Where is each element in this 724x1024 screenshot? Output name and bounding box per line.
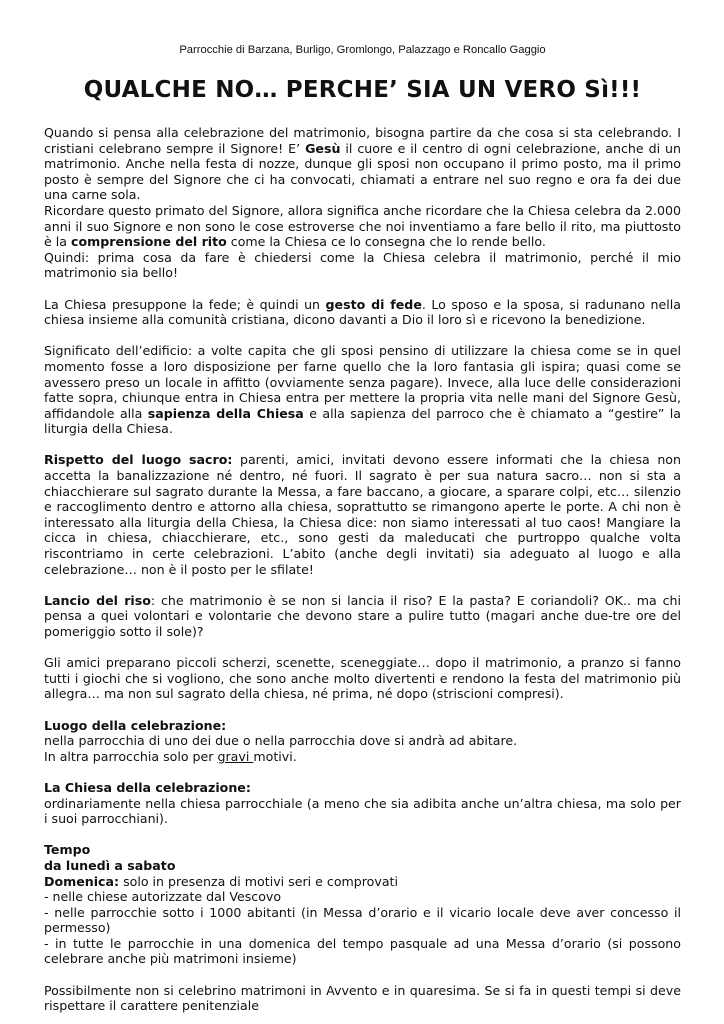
luogo-underlined-gravi: gravi [217, 748, 254, 764]
intro-bold-gesu: Gesù [305, 140, 341, 156]
parish-header: Parrocchie di Barzana, Burligo, Gromlongo, Palazzago e Roncallo Gaggio [179, 44, 546, 56]
intro-text-3: Ricordare questo primato del Signore, allora significa anche ricordare che la Chiesa celebra da 2.000 anni il suo Signore e non sono le cose estroverse che noi inventiamo a fare bello il rito, ma piuttosto è la [44, 202, 681, 250]
edificio-text-2: e alla sapienza del parroco che è chiamato a “gestire” la liturgia della Chiesa. [44, 405, 681, 437]
chiesa-text: ordinariamente nella chiesa parrocchiale (a meno che sia adibita anche un’altra chiesa, ma solo per i suoi parrocchiani). [44, 795, 681, 827]
page-title: QUALCHE NO… PERCHE’ SIA UN VERO Sì!!! [83, 77, 642, 103]
luogo-line-1: nella parrocchia di uno dei due o nella parrocchia dove si andrà ad abitare. [44, 733, 518, 749]
document-body [44, 125, 681, 1014]
intro-text-5: Quindi: prima cosa da fare è chiedersi come la Chiesa celebra il matrimonio, perché il mio matrimonio sia bello! [44, 249, 681, 281]
edificio-paragraph [44, 343, 681, 437]
chiesa-section [44, 780, 681, 827]
domenica-label: Domenica: [44, 873, 120, 889]
edificio-bold: sapienza della Chiesa [147, 405, 304, 421]
fede-paragraph [44, 297, 681, 328]
tempo-item-3: - in tutte le parrocchie in una domenica del tempo pasquale ad una Messa d’orario (si possono celebrare anche più matrimoni insieme) [44, 935, 681, 967]
rispetto-heading: Rispetto del luogo sacro: [44, 452, 233, 468]
avvento-paragraph: Possibilmente non si celebrino matrimoni in Avvento e in quaresima. Se si fa in questi tempi si deve rispettare il carattere penitenziale [44, 982, 681, 1014]
tempo-heading: Tempo [44, 842, 91, 858]
riso-heading: Lancio del riso [44, 592, 151, 608]
tempo-section [44, 842, 681, 967]
luogo-section [44, 718, 681, 765]
domenica-text: solo in presenza di motivi seri e comprovati [119, 873, 398, 889]
intro-text-2: il cuore e il centro di ogni celebrazione, anche di un matrimonio. Anche nella festa di nozze, dunque gli sposi non occupano il primo posto, ma il primo posto è sempre del Signore che ci ha convocati, chiamati a entrare nel suo regno e ora fa dei due una carne sola. [44, 140, 681, 203]
fede-bold: gesto di fede [325, 296, 422, 312]
fede-text-1: La Chiesa presuppone la fede; è quindi un [44, 296, 326, 312]
tempo-subheading: da lunedì a sabato [44, 857, 176, 873]
chiesa-heading: La Chiesa della celebrazione: [44, 779, 251, 795]
tempo-item-1: - nelle chiese autorizzate dal Vescovo [44, 889, 282, 905]
fede-text-2: . Lo sposo e la sposa, si radunano nella chiesa insieme alla comunità cristiana, dicono davanti a Dio il loro sì e ricevono la benedizione. [44, 296, 681, 328]
intro-bold-rito: comprensione del rito [70, 234, 227, 250]
rispetto-text: parenti, amici, invitati devono essere informati che la chiesa non accetta la banalizzazione né dentro, né fuori. Il sagrato è per sua natura sacro… non si sta a chiacchierare sul sagrato durante la Messa, a fare baccano, a giocare, a sparare colpi, etc… silenzio e raccoglimento dentro e attorno alla chiesa, soprattutto se rimangono aperte le porte. A chi non è interessato alla liturgia della Chiesa, la Chiesa dice: non siamo interessati al tuo caos! Mangiare la cicca in chiesa, chiacchierare, etc., sono gesti da maleducati che purtroppo qualche volta riscontriamo in certe celebrazioni. L’abito (anche degli invitati) sia adeguato al luogo e alla celebrazione… non è il posto per le sfilate! [44, 452, 681, 577]
riso-paragraph [44, 593, 681, 640]
luogo-line-2b: motivi. [253, 748, 297, 764]
rispetto-paragraph [44, 452, 681, 577]
intro-text-4: come la Chiesa ce lo consegna che lo rende bello. [226, 234, 546, 250]
intro-text-1: Quando si pensa alla celebrazione del matrimonio, bisogna partire da che cosa si sta celebrando. I cristiani celebrano sempre il Signore! E’ [44, 125, 681, 156]
riso-text: : che matrimonio è se non si lancia il riso? E la pasta? E coriandoli? OK.. ma chi pensa a quei volontari e volontarie che devono stare a pulire tutto (magari anche due-tre ore del pomeriggio sotto il sole)? [44, 592, 681, 639]
intro-paragraph [44, 125, 681, 281]
luogo-line-2a: In altra parrocchia solo per [44, 748, 218, 764]
edificio-text-1: Significato dell’edificio: a volte capita che gli sposi pensino di utilizzare la chiesa come se in quel momento fosse a loro disposizione per farne quello che la loro fantasia gli ispira; quasi come se avessero preso un locale in affitto (ovviamente senza pagare). Invece, alla luce delle considerazioni fatte sopra, chiunque entra in Chiesa entra per mettere la propria vita nelle mani del Signore Gesù, affidandole alla [44, 343, 681, 421]
luogo-heading: Luogo della celebrazione: [44, 717, 227, 733]
tempo-item-2: - nelle parrocchie sotto i 1000 abitanti (in Messa d’orario e il vicario locale deve aver concesso il permesso) [44, 904, 681, 936]
amici-paragraph: Gli amici preparano piccoli scherzi, scenette, sceneggiate… dopo il matrimonio, a pranzo si fanno tutti i giochi che si vogliono, che sono anche molto divertenti e rendono la festa del matrimonio più allegra… ma non sul sagrato della chiesa, né prima, né dopo (striscioni compresi). [44, 655, 681, 702]
